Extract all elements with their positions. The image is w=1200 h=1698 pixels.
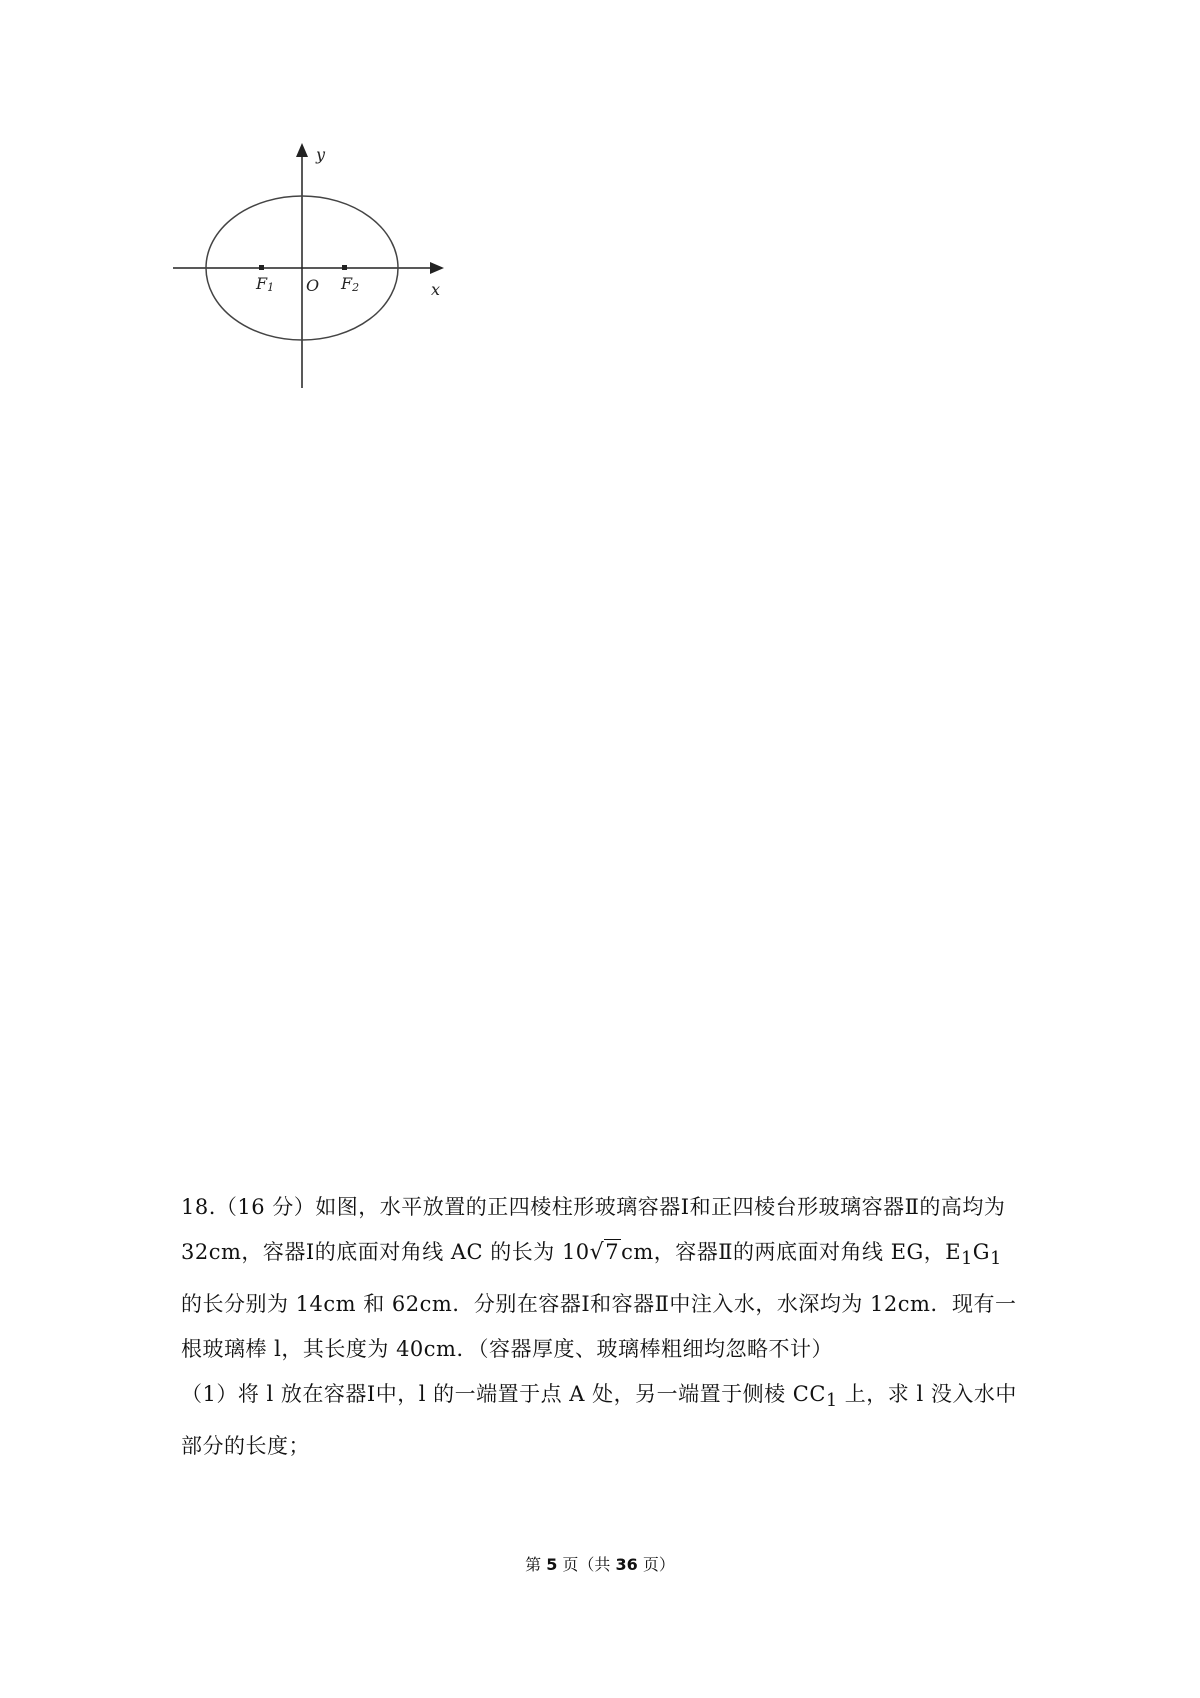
question-18 <box>181 1185 1021 1469</box>
question-18-stem: 18.（16 分）如图，水平放置的正四棱柱形玻璃容器Ⅰ和正四棱台形玻璃容器Ⅱ的高均为 32cm，容器Ⅰ的底面对角线 AC 的长为 10√7cm，容器Ⅱ的两底面对角线 EG，$E_1G_1$ 的长分别为 14cm 和 62cm．分别在容器Ⅰ和容器Ⅱ中注入水，水深均为 12cm．现有一根玻璃棒 l，其长度为 40cm．（容器厚度、玻璃棒粗细均忽略不计） <box>181 1195 1017 1362</box>
focus-1-label: F1 <box>256 274 275 294</box>
ellipse-figure <box>170 135 470 395</box>
page-total: 36 <box>615 1555 638 1574</box>
question-18-part-1: （1）将 l 放在容器Ⅰ中，l 的一端置于点 A 处，另一端置于侧棱 $CC_1$ 上，求 l 没入水中部分的长度； <box>181 1382 1017 1459</box>
page-footer: 第 5 页（共 36 页） <box>525 1555 675 1574</box>
sqrt-expression: √7 <box>589 1240 620 1265</box>
focus-2-label: F2 <box>341 274 360 294</box>
x-axis-arrow <box>430 262 444 274</box>
x-axis-label: x <box>431 280 441 299</box>
focus-2-point <box>342 265 347 270</box>
y-axis-arrow <box>296 143 308 157</box>
y-axis-label: y <box>316 145 326 164</box>
origin-label: O <box>306 276 320 295</box>
focus-1-point <box>259 265 264 270</box>
page-number: 5 <box>546 1555 558 1574</box>
